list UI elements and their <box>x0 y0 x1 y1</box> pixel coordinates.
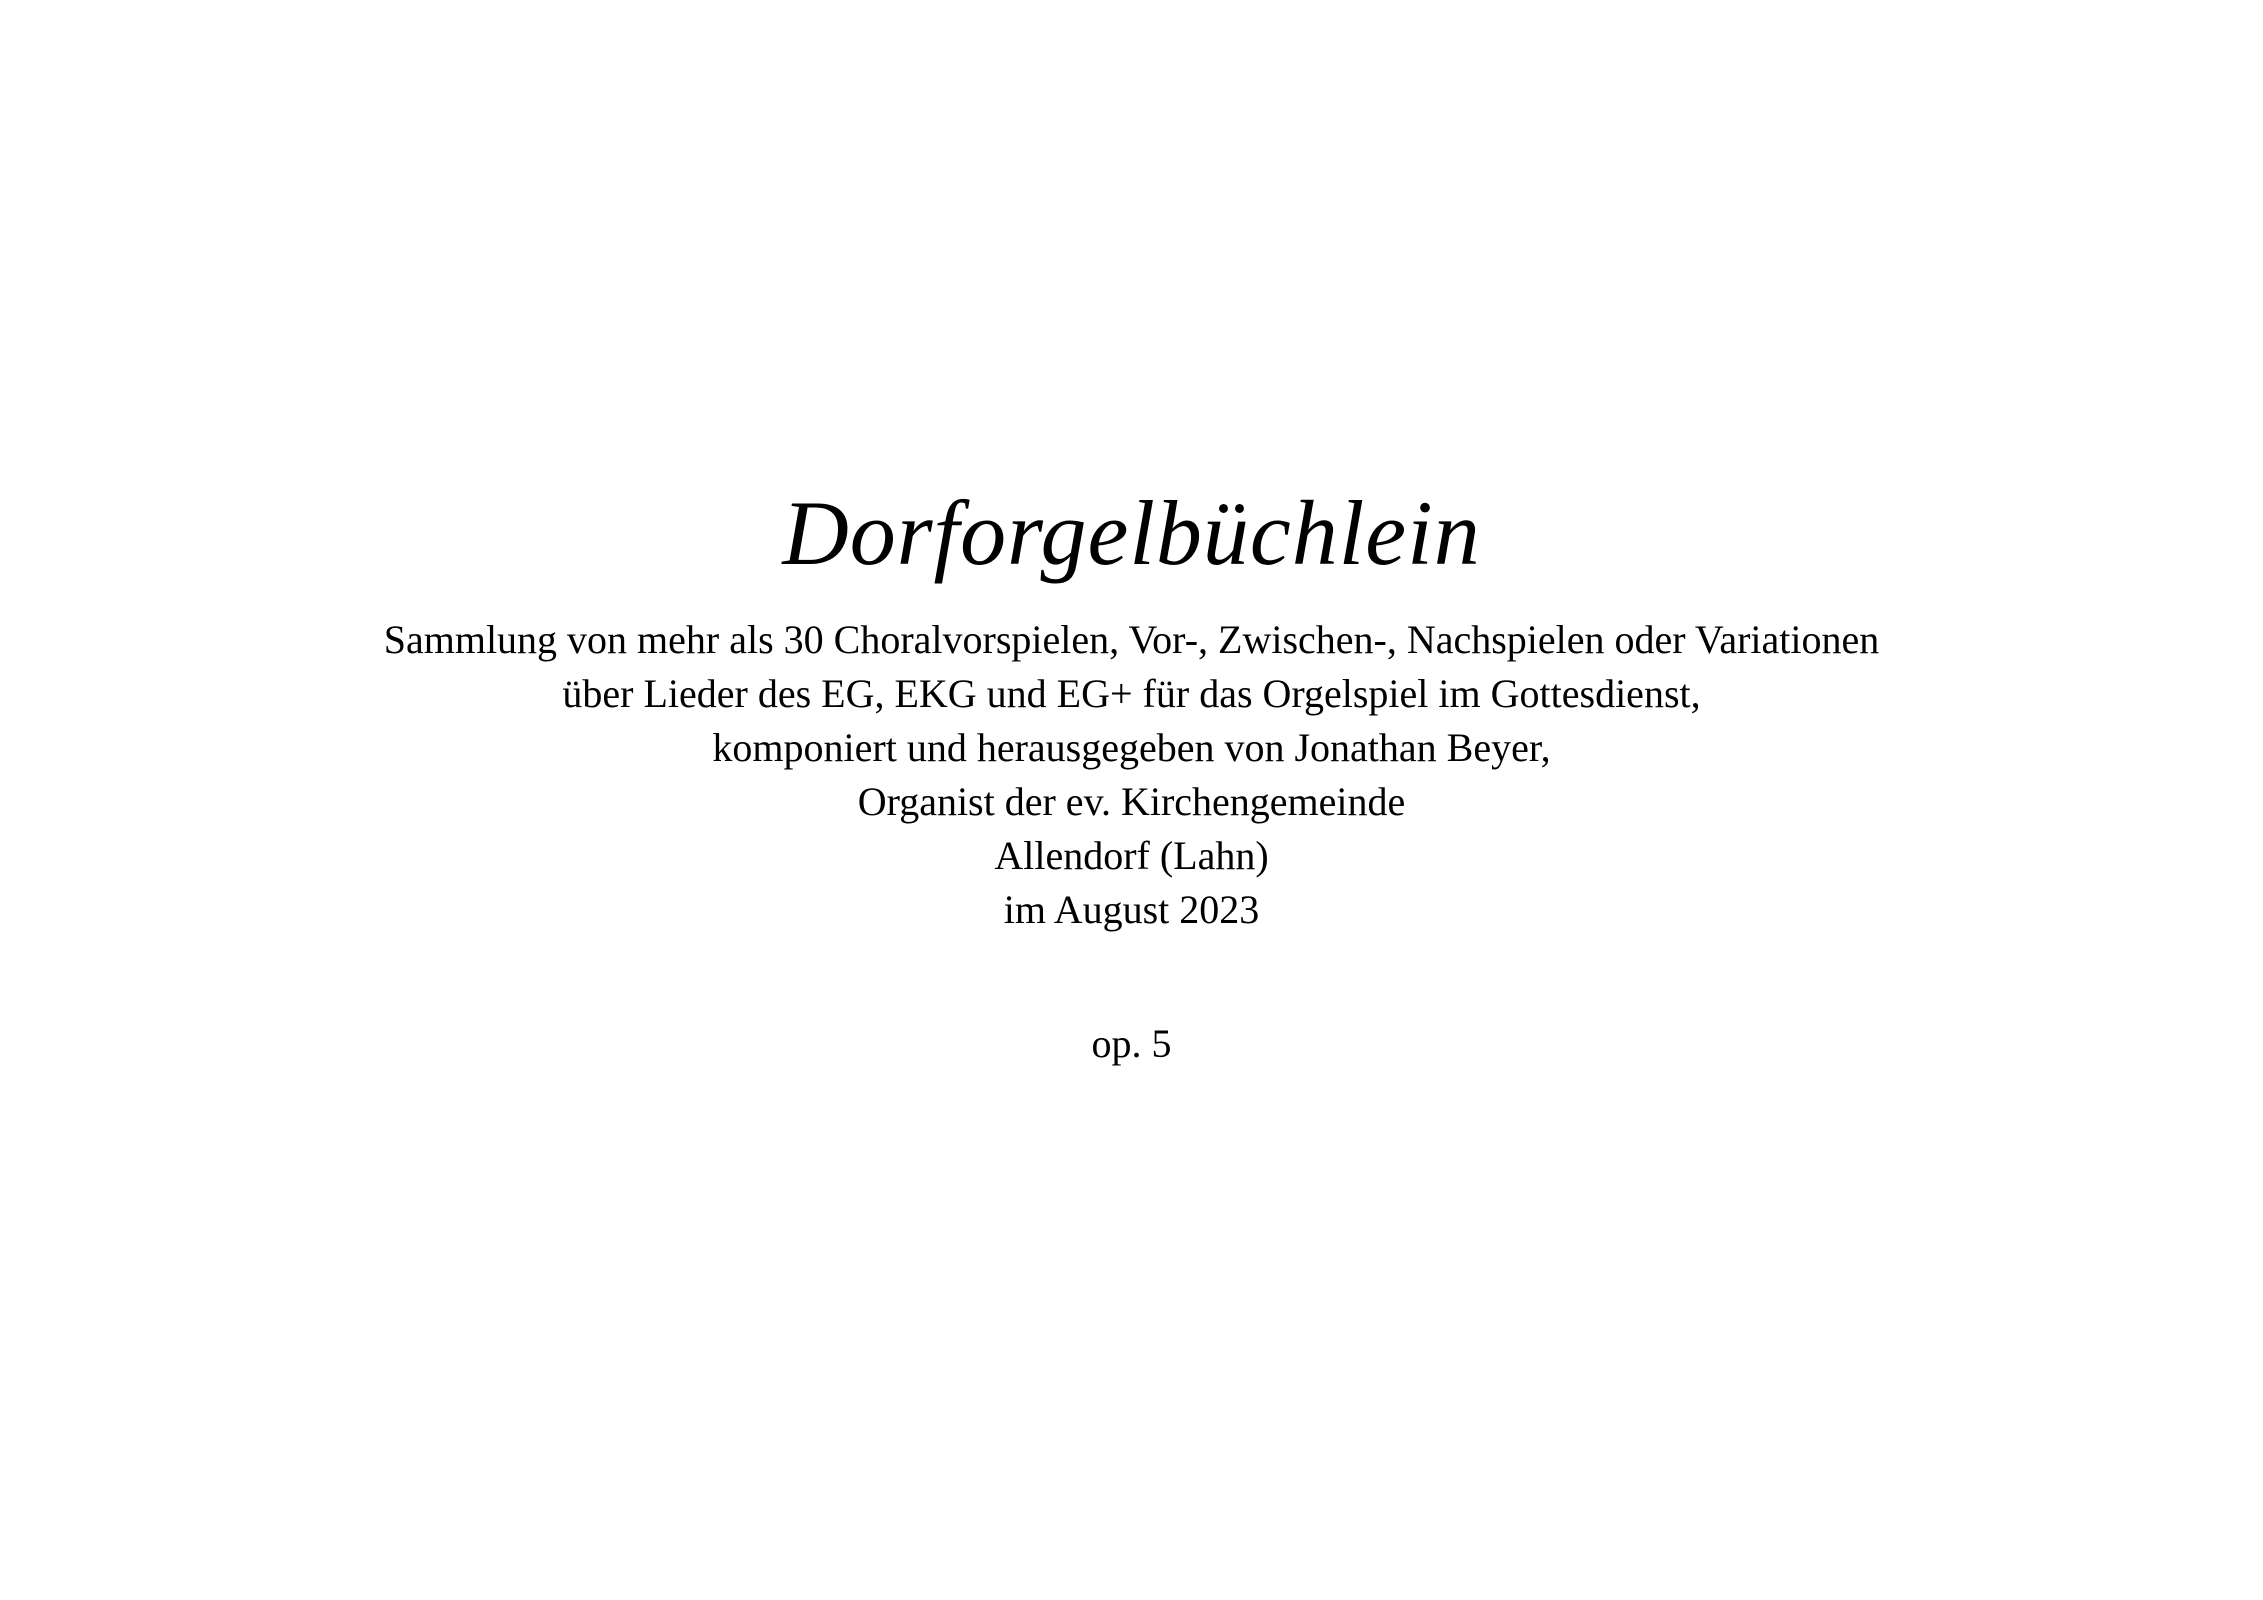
subtitle-line: Allendorf (Lahn) <box>994 833 1269 878</box>
subtitle-line: Organist der ev. Kirchengemeinde <box>857 779 1406 824</box>
subtitle-line: komponiert und herausgegeben von Jonathan Beyer, <box>712 725 1551 770</box>
subtitle-block <box>0 613 2263 937</box>
subtitle-line: Sammlung von mehr als 30 Choralvorspielen, Vor-, Zwischen-, Nachspielen oder Variationen <box>383 617 1880 662</box>
document-title: Dorforgelbüchlein <box>782 482 1481 584</box>
opus-number: op. 5 <box>1091 1021 1172 1066</box>
subtitle-line: über Lieder des EG, EKG und EG+ für das Orgelspiel im Gottesdienst, <box>562 671 1701 716</box>
subtitle-line: im August 2023 <box>1003 887 1260 932</box>
